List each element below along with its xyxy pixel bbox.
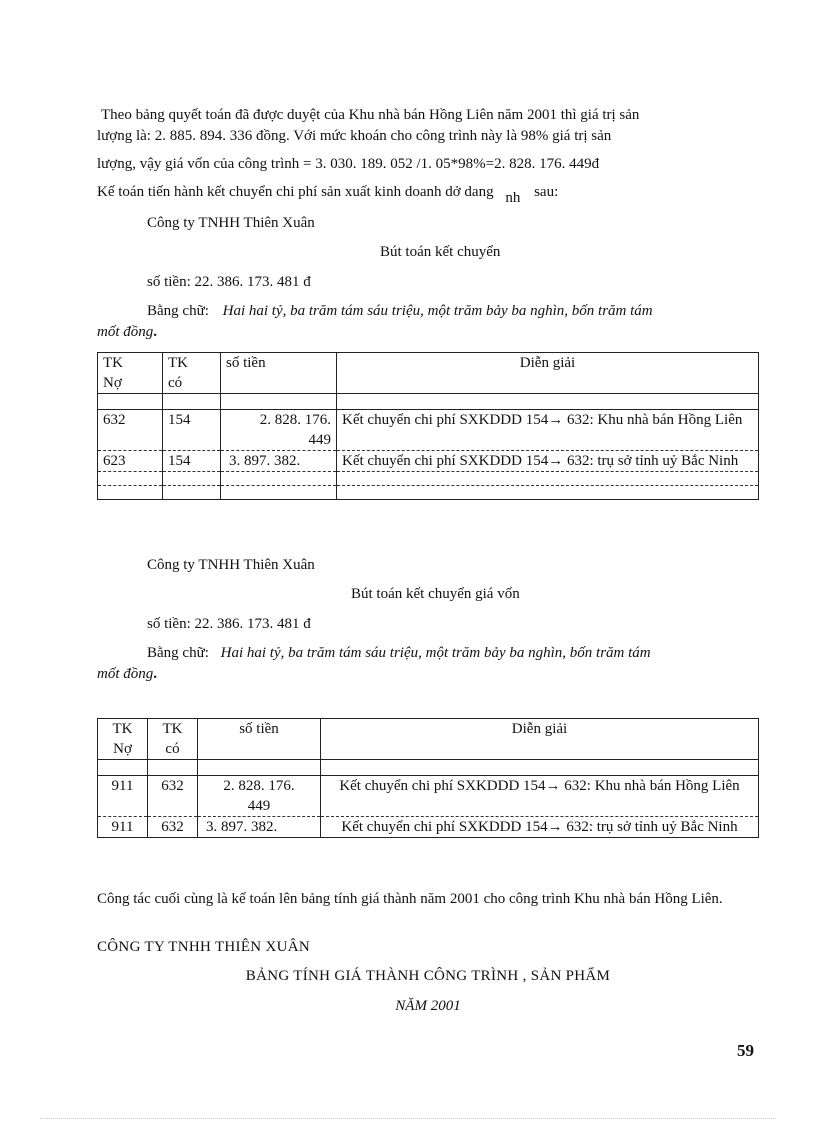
- section1-words-label: Bằng chữ:: [147, 303, 209, 319]
- header-debit: TK Nợ: [98, 353, 163, 394]
- table-blank-row: [98, 760, 759, 776]
- section1-title: Bút toán kết chuyển: [380, 244, 501, 260]
- table-row: 911 632 2. 828. 176. 449 Kết chuyển chi phí SXKDDD 154→ 632: Khu nhà bán Hồng Liên: [98, 776, 759, 817]
- closing-company: CÔNG TY TNHH THIÊN XUÂN: [97, 939, 311, 955]
- table-header-row: [98, 719, 759, 760]
- section2-company: Công ty TNHH Thiên Xuân: [147, 557, 315, 573]
- section1-words-dot: .: [153, 324, 157, 340]
- section2-table: [97, 718, 759, 838]
- section1-words-cont: [97, 324, 157, 341]
- closing-year: NĂM 2001: [395, 998, 461, 1014]
- section1-words-line2: mốt đồng: [97, 324, 154, 340]
- table-blank-row: [98, 394, 759, 410]
- header-amount: số tiền: [221, 353, 337, 394]
- section2-words-line1: Hai hai tỷ, ba trăm tám sáu triệu, một trăm bảy ba nghìn, bốn trăm tám: [220, 645, 651, 661]
- section1-amount: số tiền: 22. 386. 173. 481 đ: [147, 274, 311, 290]
- section2-words-label: Bằng chữ:: [147, 645, 209, 661]
- header-desc: Diễn giải: [321, 719, 759, 760]
- section2-title: Bút toán kết chuyển giá vốn: [351, 586, 520, 602]
- closing-table-title: BẢNG TÍNH GIÁ THÀNH CÔNG TRÌNH , SẢN PHẨM: [245, 968, 611, 984]
- section2-words-line2: mốt đồng: [97, 666, 154, 682]
- intro-line-2: lượng là: 2. 885. 894. 336 đồng. Với mức khoán cho công trình này là 98% giá trị sản: [97, 128, 612, 144]
- header-amount: số tiền: [198, 719, 321, 760]
- section2-amount: số tiền: 22. 386. 173. 481 đ: [147, 616, 311, 632]
- table-empty-row: [98, 486, 759, 500]
- section1-words: [147, 303, 653, 320]
- header-credit: TK có: [148, 719, 198, 760]
- header-credit: TK có: [163, 353, 221, 394]
- section1-words-line1: Hai hai tỷ, ba trăm tám sáu triệu, một trăm bảy ba nghìn, bốn trăm tám: [222, 303, 653, 319]
- header-desc: Diễn giải: [337, 353, 759, 394]
- table-row: 623 154 3. 897. 382. Kết chuyển chi phí SXKDDD 154→ 632: trụ sở tỉnh uỷ Bắc Ninh: [98, 451, 759, 472]
- table-empty-row: [98, 472, 759, 486]
- intro-line-4-end: sau:: [534, 184, 559, 200]
- intro-line-1: Theo bảng quyết toán đã được duyệt của Khu nhà bán Hồng Liên năm 2001 thì giá trị sản: [101, 107, 640, 123]
- intro-line-4-nh: nh: [505, 190, 521, 206]
- intro-line-4-text: Kế toán tiến hành kết chuyển chi phí sản xuất kinh doanh dở dang: [97, 184, 494, 200]
- page-number: 59: [737, 1041, 754, 1060]
- section1-company: Công ty TNHH Thiên Xuân: [147, 215, 315, 231]
- section2-words-dot: .: [153, 666, 157, 682]
- section1-table: [97, 352, 759, 500]
- section2-words-cont: [97, 666, 157, 683]
- table-row: 632 154 2. 828. 176. 449 Kết chuyển chi phí SXKDDD 154→ 632: Khu nhà bán Hồng Liên: [98, 410, 759, 451]
- page-footer-divider: [40, 1118, 776, 1119]
- table-header-row: [98, 353, 759, 394]
- table-row: 911 632 3. 897. 382. Kết chuyển chi phí SXKDDD 154→ 632: trụ sở tỉnh uỷ Bắc Ninh: [98, 817, 759, 838]
- closing-text: Công tác cuối cùng là kế toán lên bảng tính giá thành năm 2001 cho công trình Khu nhà bán Hồng Liên.: [97, 891, 723, 907]
- section2-words: [147, 645, 651, 662]
- intro-line-4: [97, 184, 559, 206]
- intro-line-3: lượng, vậy giá vốn của công trình = 3. 030. 189. 052 /1. 05*98%=2. 828. 176. 449đ: [97, 156, 600, 172]
- header-debit: TK Nợ: [98, 719, 148, 760]
